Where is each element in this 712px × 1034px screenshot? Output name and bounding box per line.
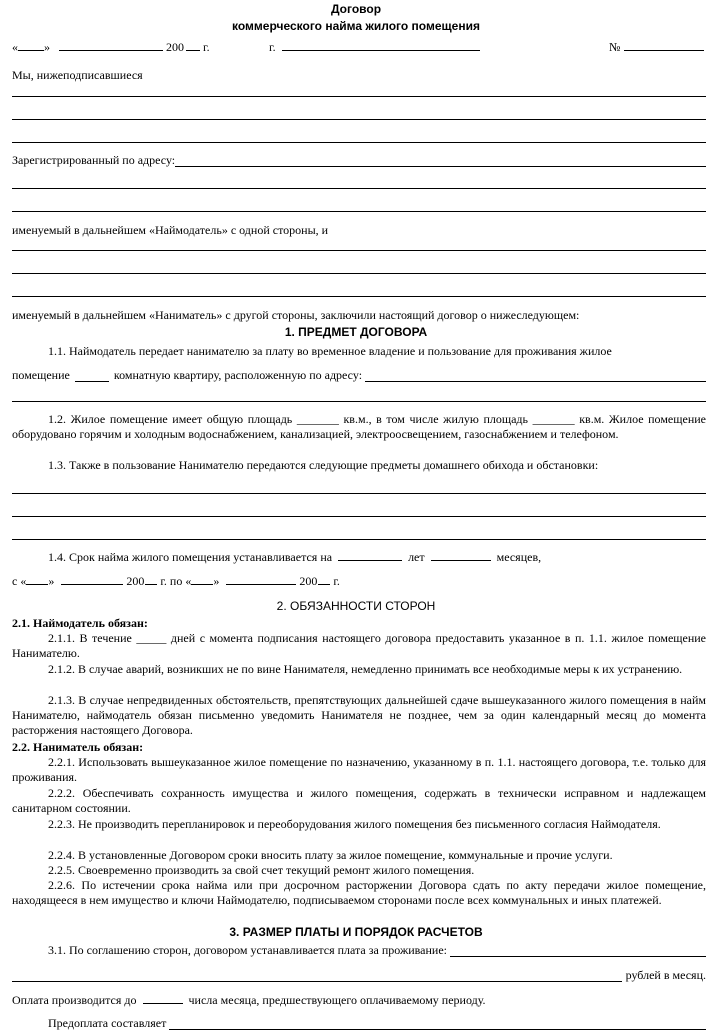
document-title: Договор <box>330 2 382 16</box>
city-line <box>269 39 480 54</box>
clause-1-3: 1.3. Также в пользование Нанимателю передаются следующие предметы домашнего обихода и обстановки: <box>48 458 599 472</box>
prepayment-row <box>48 1016 706 1030</box>
address-blank-line[interactable] <box>12 188 706 189</box>
to-label: г. по <box>160 574 183 588</box>
year-suffix: г. <box>203 40 210 54</box>
document-subtitle: коммерческого найма жилого помещения <box>232 19 480 33</box>
number-sign: № <box>609 40 621 54</box>
registered-address-row <box>12 153 706 167</box>
quote-open: « <box>12 40 18 54</box>
apartment-address-blank-line[interactable] <box>12 401 706 402</box>
we-signed-text: Мы, нижеподписавшиеся <box>12 68 143 82</box>
party1-blank-line[interactable] <box>12 142 706 143</box>
party2-blank-line[interactable] <box>12 250 706 251</box>
clause-1-1-apartment-text: комнатную квартиру, расположенную по адресу: <box>113 368 363 382</box>
tenant-named-text: именуемый в дальнейшем «Наниматель» с другой стороны, заключили настоящий договор о нижеследующем: <box>12 308 580 322</box>
prepayment-label: Предоплата составляет <box>48 1016 167 1030</box>
clause-3-1-text: 3.1. По соглашению сторон, договором устанавливается плата за проживание: <box>48 943 447 957</box>
clause-2-1-3: 2.1.3. В случае непредвиденных обстоятельств, препятствующих дальнейшей сдаче вышеуказанного жилого помещения в найм Нанимателю, наймодатель обязан письменно уведомить Нанимателя не позднее, чем за один календарный месяц до момента расторжения настоящего Договора. <box>12 693 706 737</box>
payment-term-text-b: числа месяца, предшествующего оплачиваемому периоду. <box>188 993 486 1007</box>
months-label: месяцев, <box>496 550 542 564</box>
clause-2-2-1: 2.2.1. Использовать вышеуказанное жилое помещение по назначению, указанному в п. 1.1. настоящего договора, т.е. только для проживания. <box>12 755 706 784</box>
clause-1-4 <box>48 549 541 564</box>
rent-amount-blank[interactable] <box>450 944 706 957</box>
clause-1-1: 1.1. Наймодатель передает нанимателю за плату во временное владение и пользование для проживания жилое <box>48 344 612 358</box>
quote-open: « <box>185 574 192 588</box>
party2-blank-line[interactable] <box>12 273 706 274</box>
to-year-prefix: 200 <box>299 574 318 588</box>
clause-2-2-2: 2.2.2. Обеспечивать сохранность имущества и жилого помещения, содержать в технически исправном и надлежащем санитарном состоянии. <box>12 786 706 815</box>
clause-1-2: 1.2. Жилое помещение имеет общую площадь _______ кв.м., в том числе жилую площадь _______ кв.м. Жилое помещение оборудовано горячим и холодным водоснабжением, канализацией, электроосвещением, газоснабжением и телефоном. <box>12 412 706 441</box>
party1-blank-line[interactable] <box>12 119 706 120</box>
term-years-blank[interactable] <box>338 549 402 561</box>
month-blank[interactable] <box>59 39 163 51</box>
payment-term-line <box>12 992 486 1007</box>
landlord-obligations-heading: 2.1. Наймодатель обязан: <box>12 616 148 630</box>
quote-close: » <box>48 574 55 588</box>
prepayment-blank[interactable] <box>169 1017 706 1030</box>
clause-1-4-text: 1.4. Срок найма жилого помещения устанавливается на <box>48 550 333 564</box>
day-blank[interactable] <box>18 39 44 51</box>
year-blank[interactable] <box>186 39 200 51</box>
payment-term-text-a: Оплата производится до <box>12 993 137 1007</box>
clause-1-1-address-row <box>12 368 706 382</box>
clause-2-1-1: 2.1.1. В течение _____ дней с момента подписания настоящего договора предоставить указанное в п. 1.1. жилое помещение Нанимателю. <box>12 631 706 660</box>
clause-2-2-5: 2.2.5. Своевременно производить за свой счет текущий ремонт жилого помещения. <box>48 863 475 877</box>
city-prefix: г. <box>269 40 276 54</box>
section1-heading: 1. ПРЕДМЕТ ДОГОВОРА <box>284 325 428 339</box>
rub-per-month-label: рублей в месяц. <box>625 968 706 982</box>
quote-open: « <box>20 574 27 588</box>
clause-2-1-2: 2.1.2. В случае аварий, возникших не по вине Нанимателя, немедленно принимать все необходимые меры к их устранению. <box>48 662 683 676</box>
items-blank-line[interactable] <box>12 539 706 540</box>
contract-number-blank[interactable] <box>624 39 704 51</box>
from-year-prefix: 200 <box>126 574 145 588</box>
contract-date-line <box>12 39 210 54</box>
party2-blank-line[interactable] <box>12 296 706 297</box>
from-prefix: с <box>12 574 18 588</box>
rooms-count-blank[interactable] <box>75 370 109 382</box>
contract-number-line <box>609 39 704 54</box>
clause-2-2-6: 2.2.6. По истечении срока найма или при досрочном расторжении Договора сдать по акту передачи жилое помещение, находящееся в нем имущество и ключи Наймодателю, подписываемом сторонами после всех коммунальных и иных платежей. <box>12 878 706 907</box>
rent-words-blank[interactable] <box>12 969 622 982</box>
payment-day-blank[interactable] <box>143 992 183 1004</box>
from-month-blank[interactable] <box>61 573 123 585</box>
party1-blank-line[interactable] <box>12 96 706 97</box>
apartment-address-blank[interactable] <box>365 369 706 382</box>
rent-words-row <box>12 968 706 982</box>
landlord-named-text: именуемый в дальнейшем «Наймодатель» с одной стороны, и <box>12 223 329 237</box>
city-blank[interactable] <box>282 39 480 51</box>
address-blank-line[interactable] <box>12 211 706 212</box>
year-prefix: 200 <box>166 40 184 54</box>
items-blank-line[interactable] <box>12 493 706 494</box>
clause-3-1-row <box>48 943 706 957</box>
to-day-blank[interactable] <box>191 573 213 585</box>
to-month-blank[interactable] <box>226 573 296 585</box>
quote-close: » <box>213 574 220 588</box>
clause-1-1-premises-text: помещение <box>12 368 70 382</box>
tenant-obligations-heading: 2.2. Наниматель обязан: <box>12 740 144 754</box>
to-year-suffix: г. <box>333 574 340 588</box>
section2-heading: 2. ОБЯЗАННОСТИ СТОРОН <box>276 599 436 613</box>
from-year-blank[interactable] <box>145 573 157 585</box>
years-label: лет <box>408 550 425 564</box>
clause-2-2-3: 2.2.3. Не производить перепланировок и переоборудования жилого помещения без письменного согласия Наймодателя. <box>48 817 661 831</box>
quote-close: » <box>44 40 50 54</box>
registered-address-blank[interactable] <box>175 154 706 167</box>
term-months-blank[interactable] <box>431 549 491 561</box>
section3-heading: 3. РАЗМЕР ПЛАТЫ И ПОРЯДОК РАСЧЕТОВ <box>229 925 483 939</box>
to-year-blank[interactable] <box>318 573 330 585</box>
term-dates-line <box>12 573 340 588</box>
clause-2-2-4: 2.2.4. В установленные Договором сроки вносить плату за жилое помещение, коммунальные и прочие услуги. <box>48 848 613 862</box>
items-blank-line[interactable] <box>12 516 706 517</box>
from-day-blank[interactable] <box>26 573 48 585</box>
registered-address-label: Зарегистрированный по адресу: <box>12 153 176 167</box>
